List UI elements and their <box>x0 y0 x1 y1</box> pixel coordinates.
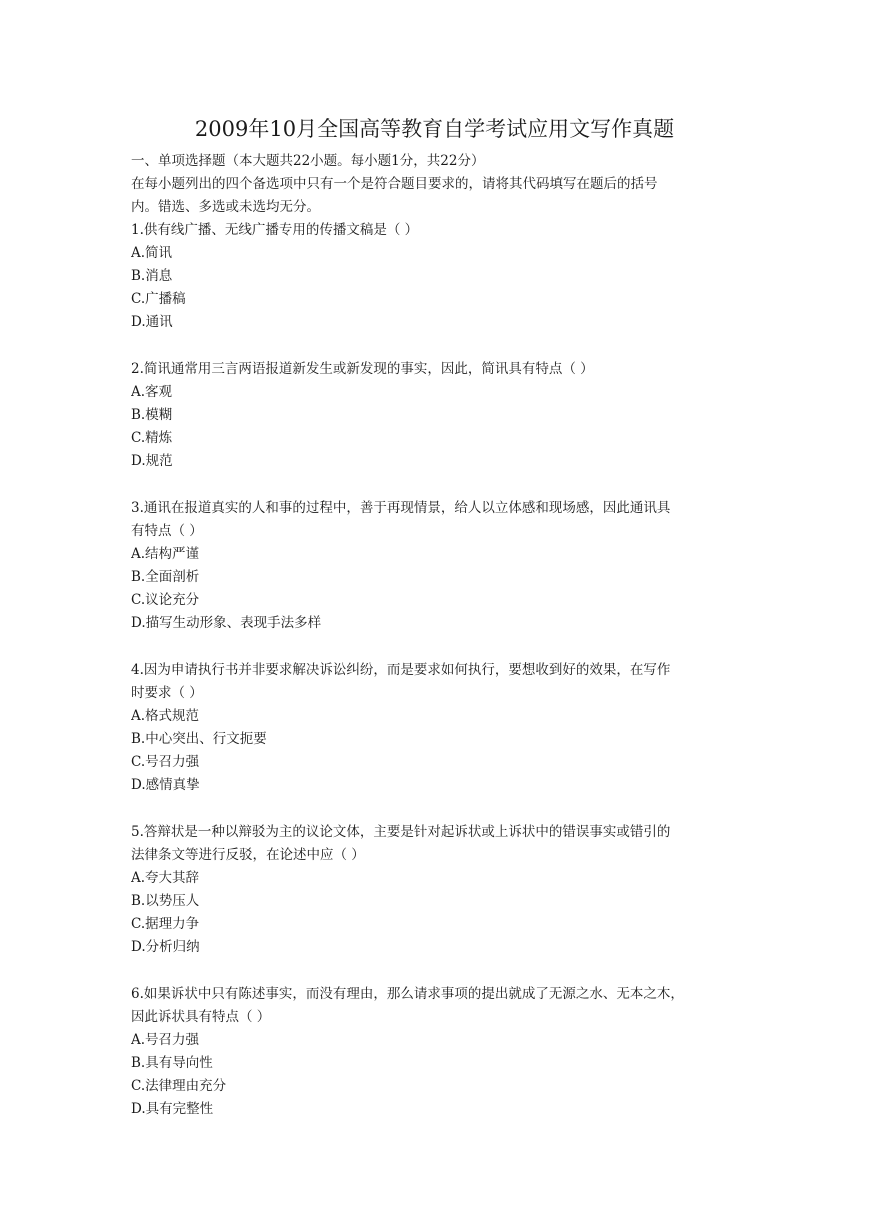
option-a: A.简讯 <box>131 245 173 261</box>
question-block <box>131 219 743 334</box>
question-block <box>131 659 743 797</box>
option-b: B.全面剖析 <box>131 569 200 585</box>
option-a: A.夸大其辞 <box>131 870 200 886</box>
option-d: D.感情真挚 <box>131 777 200 793</box>
section-heading: 一、单项选择题（本大题共22小题。每小题1分，共22分） <box>131 153 485 169</box>
option-d: D.具有完整性 <box>131 1101 214 1117</box>
question-stem: 1.供有线广播、无线广播专用的传播文稿是（ ） <box>131 222 419 238</box>
option-b: B.模糊 <box>131 407 173 423</box>
question-block <box>131 358 743 473</box>
option-d: D.描写生动形象、表现手法多样 <box>131 615 322 631</box>
option-c: C.精炼 <box>131 430 173 446</box>
question-block <box>131 497 743 635</box>
instructions-line: 内。错选、多选或未选均无分。 <box>131 199 320 215</box>
option-d: D.规范 <box>131 453 173 469</box>
document-body <box>131 150 743 1121</box>
question-block <box>131 821 743 959</box>
option-a: A.格式规范 <box>131 708 200 724</box>
question-stem: 4.因为申请执行书并非要求解决诉讼纠纷，而是要求如何执行，要想收到好的效果，在写作 <box>131 662 671 678</box>
question-stem: 3.通讯在报道真实的人和事的过程中，善于再现情景，给人以立体感和现场感，因此通讯具 <box>131 500 671 516</box>
question-stem: 5.答辩状是一种以辩驳为主的议论文体，主要是针对起诉状或上诉状中的错误事实或错引的 <box>131 824 671 840</box>
option-a: A.客观 <box>131 384 173 400</box>
page-title: 2009年10月全国高等教育自学考试应用文写作真题 <box>194 117 675 141</box>
question-stem: 2.简讯通常用三言两语报道新发生或新发现的事实，因此，简讯具有特点（ ） <box>131 361 594 377</box>
option-b: B.消息 <box>131 268 173 284</box>
option-b: B.以势压人 <box>131 893 200 909</box>
option-a: A.结构严谨 <box>131 546 200 562</box>
option-a: A.号召力强 <box>131 1032 200 1048</box>
option-d: D.通讯 <box>131 314 173 330</box>
question-stem: 因此诉状具有特点（ ） <box>131 1009 271 1025</box>
instructions-line: 在每小题列出的四个备选项中只有一个是符合题目要求的，请将其代码填写在题后的括号 <box>131 176 658 192</box>
question-stem: 法律条文等进行反驳，在论述中应（ ） <box>131 847 365 863</box>
option-b: B.中心突出、行文扼要 <box>131 731 267 747</box>
option-c: C.广播稿 <box>131 291 186 307</box>
option-b: B.具有导向性 <box>131 1055 213 1071</box>
option-c: C.号召力强 <box>131 754 200 770</box>
option-c: C.法律理由充分 <box>131 1078 227 1094</box>
question-stem: 6.如果诉状中只有陈述事实，而没有理由，那么请求事项的提出就成了无源之水、无本之木， <box>131 986 684 1002</box>
option-c: C.据理力争 <box>131 916 200 932</box>
question-stem: 有特点（ ） <box>131 523 203 539</box>
question-block <box>131 983 743 1121</box>
option-d: D.分析归纳 <box>131 939 200 955</box>
question-stem: 时要求（ ） <box>131 685 203 701</box>
option-c: C.议论充分 <box>131 592 200 608</box>
